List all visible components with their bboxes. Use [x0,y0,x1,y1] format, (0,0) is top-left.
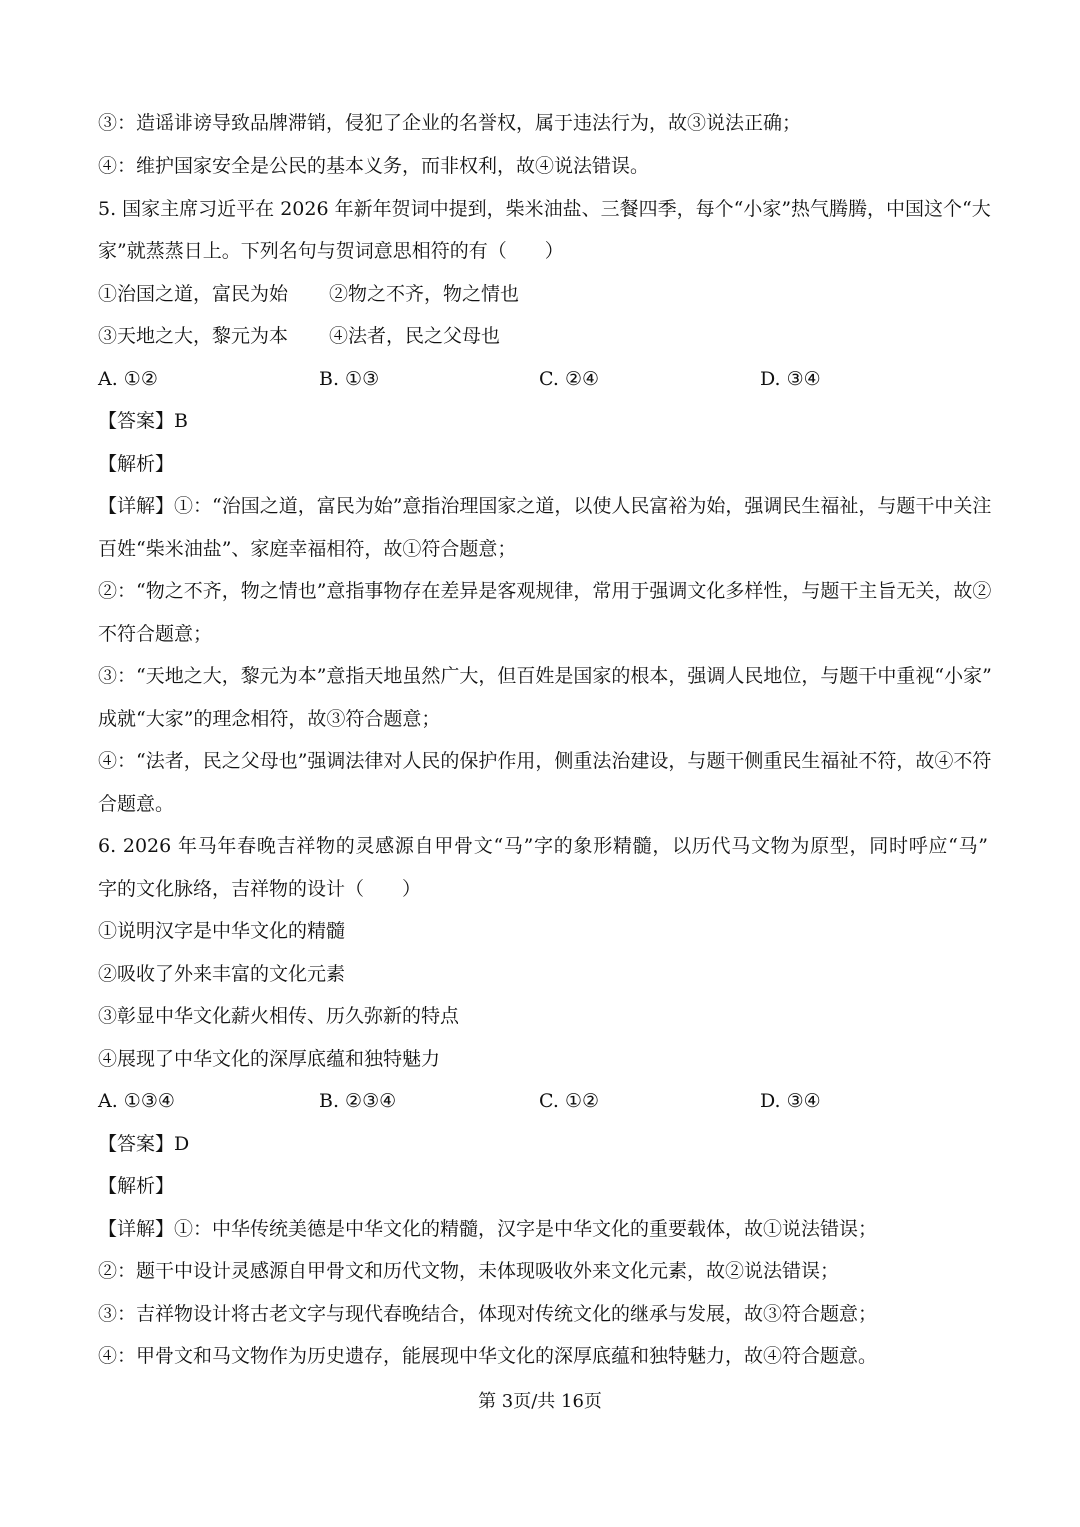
q6-stem-line-2: 字的文化脉络，吉祥物的设计（ ） [98,878,422,900]
prev-analysis-line-3: ③：造谣诽谤导致品牌滞销，侵犯了企业的名誉权，属于违法行为，故③说法正确； [98,112,802,134]
q5-detail-2a: ②：“物之不齐，物之情也”意指事物存在差异是客观规律，常用于强调文化多样性，与题干主旨无关，故② [98,580,992,602]
q5-answer: 【答案】B [98,410,188,432]
q6-detail-2: ②：题干中设计灵感源自甲骨文和历代文物，未体现吸收外来文化元素，故②说法错误； [98,1260,840,1282]
q6-option-d: D. ③④ [760,1090,821,1112]
q5-analysis-label: 【解析】 [98,453,175,475]
page-number: 第 3页/共 16页 [478,1391,602,1412]
q5-option-b: B. ①③ [319,368,380,390]
q6-item-1: ①说明汉字是中华文化的精髓 [98,920,346,942]
q5-item-1: ①治国之道，富民为始 [98,283,289,305]
q6-option-c: C. ①② [539,1090,600,1112]
q6-answer: 【答案】D [98,1133,190,1155]
q6-option-a: A. ①③④ [98,1090,175,1112]
q6-item-3: ③彰显中华文化薪火相传、历久弥新的特点 [98,1005,460,1027]
q5-option-a: A. ①② [98,368,158,390]
q6-detail-1: 【详解】①：中华传统美德是中华文化的精髓，汉字是中华文化的重要载体，故①说法错误； [98,1218,878,1240]
q6-detail-3: ③：吉祥物设计将古老文字与现代春晚结合，体现对传统文化的继承与发展，故③符合题意； [98,1303,878,1325]
q5-detail-4b: 合题意。 [98,793,175,815]
q5-detail-1a: 【详解】①：“治国之道，富民为始”意指治理国家之道，以使人民富裕为始，强调民生福祉，与题干中关注 [98,495,992,517]
q5-detail-2b: 不符合题意； [98,623,213,645]
q5-detail-1b: 百姓“柴米油盐”、家庭幸福相符，故①符合题意； [98,538,517,560]
q5-stem-line-2: 家”就蒸蒸日上。下列名句与贺词意思相符的有（ ） [98,240,564,262]
q6-item-2: ②吸收了外来丰富的文化元素 [98,963,346,985]
q5-detail-3b: 成就“大家”的理念相符，故③符合题意； [98,708,441,730]
q6-stem-line-1: 6. 2026 年马年春晚吉祥物的灵感源自甲骨文“马”字的象形精髓，以历代马文物为原型，同时呼应“马” [98,835,988,857]
q6-detail-4: ④：甲骨文和马文物作为历史遗存，能展现中华文化的深厚底蕴和独特魅力，故④符合题意。 [98,1345,878,1367]
q5-item-3: ③天地之大，黎元为本 [98,325,289,347]
q5-stem-line-1: 5. 国家主席习近平在 2026 年新年贺词中提到，柴米油盐、三餐四季，每个“小家”热气腾腾，中国这个“大 [98,198,991,220]
q6-item-4: ④展现了中华文化的深厚底蕴和独特魅力 [98,1048,441,1070]
q5-detail-4a: ④：“法者，民之父母也”强调法律对人民的保护作用，侧重法治建设，与题干侧重民生福祉不符，故④不符 [98,750,992,772]
q5-option-d: D. ③④ [760,368,821,390]
q5-item-4: ④法者，民之父母也 [329,325,501,347]
q6-analysis-label: 【解析】 [98,1175,175,1197]
q6-option-b: B. ②③④ [319,1090,397,1112]
q5-item-2: ②物之不齐，物之情也 [329,283,520,305]
q5-detail-3a: ③：“天地之大，黎元为本”意指天地虽然广大，但百姓是国家的根本，强调人民地位，与题干中重视“小家” [98,665,992,687]
prev-analysis-line-4: ④：维护国家安全是公民的基本义务，而非权利，故④说法错误。 [98,155,650,177]
q5-option-c: C. ②④ [539,368,600,390]
